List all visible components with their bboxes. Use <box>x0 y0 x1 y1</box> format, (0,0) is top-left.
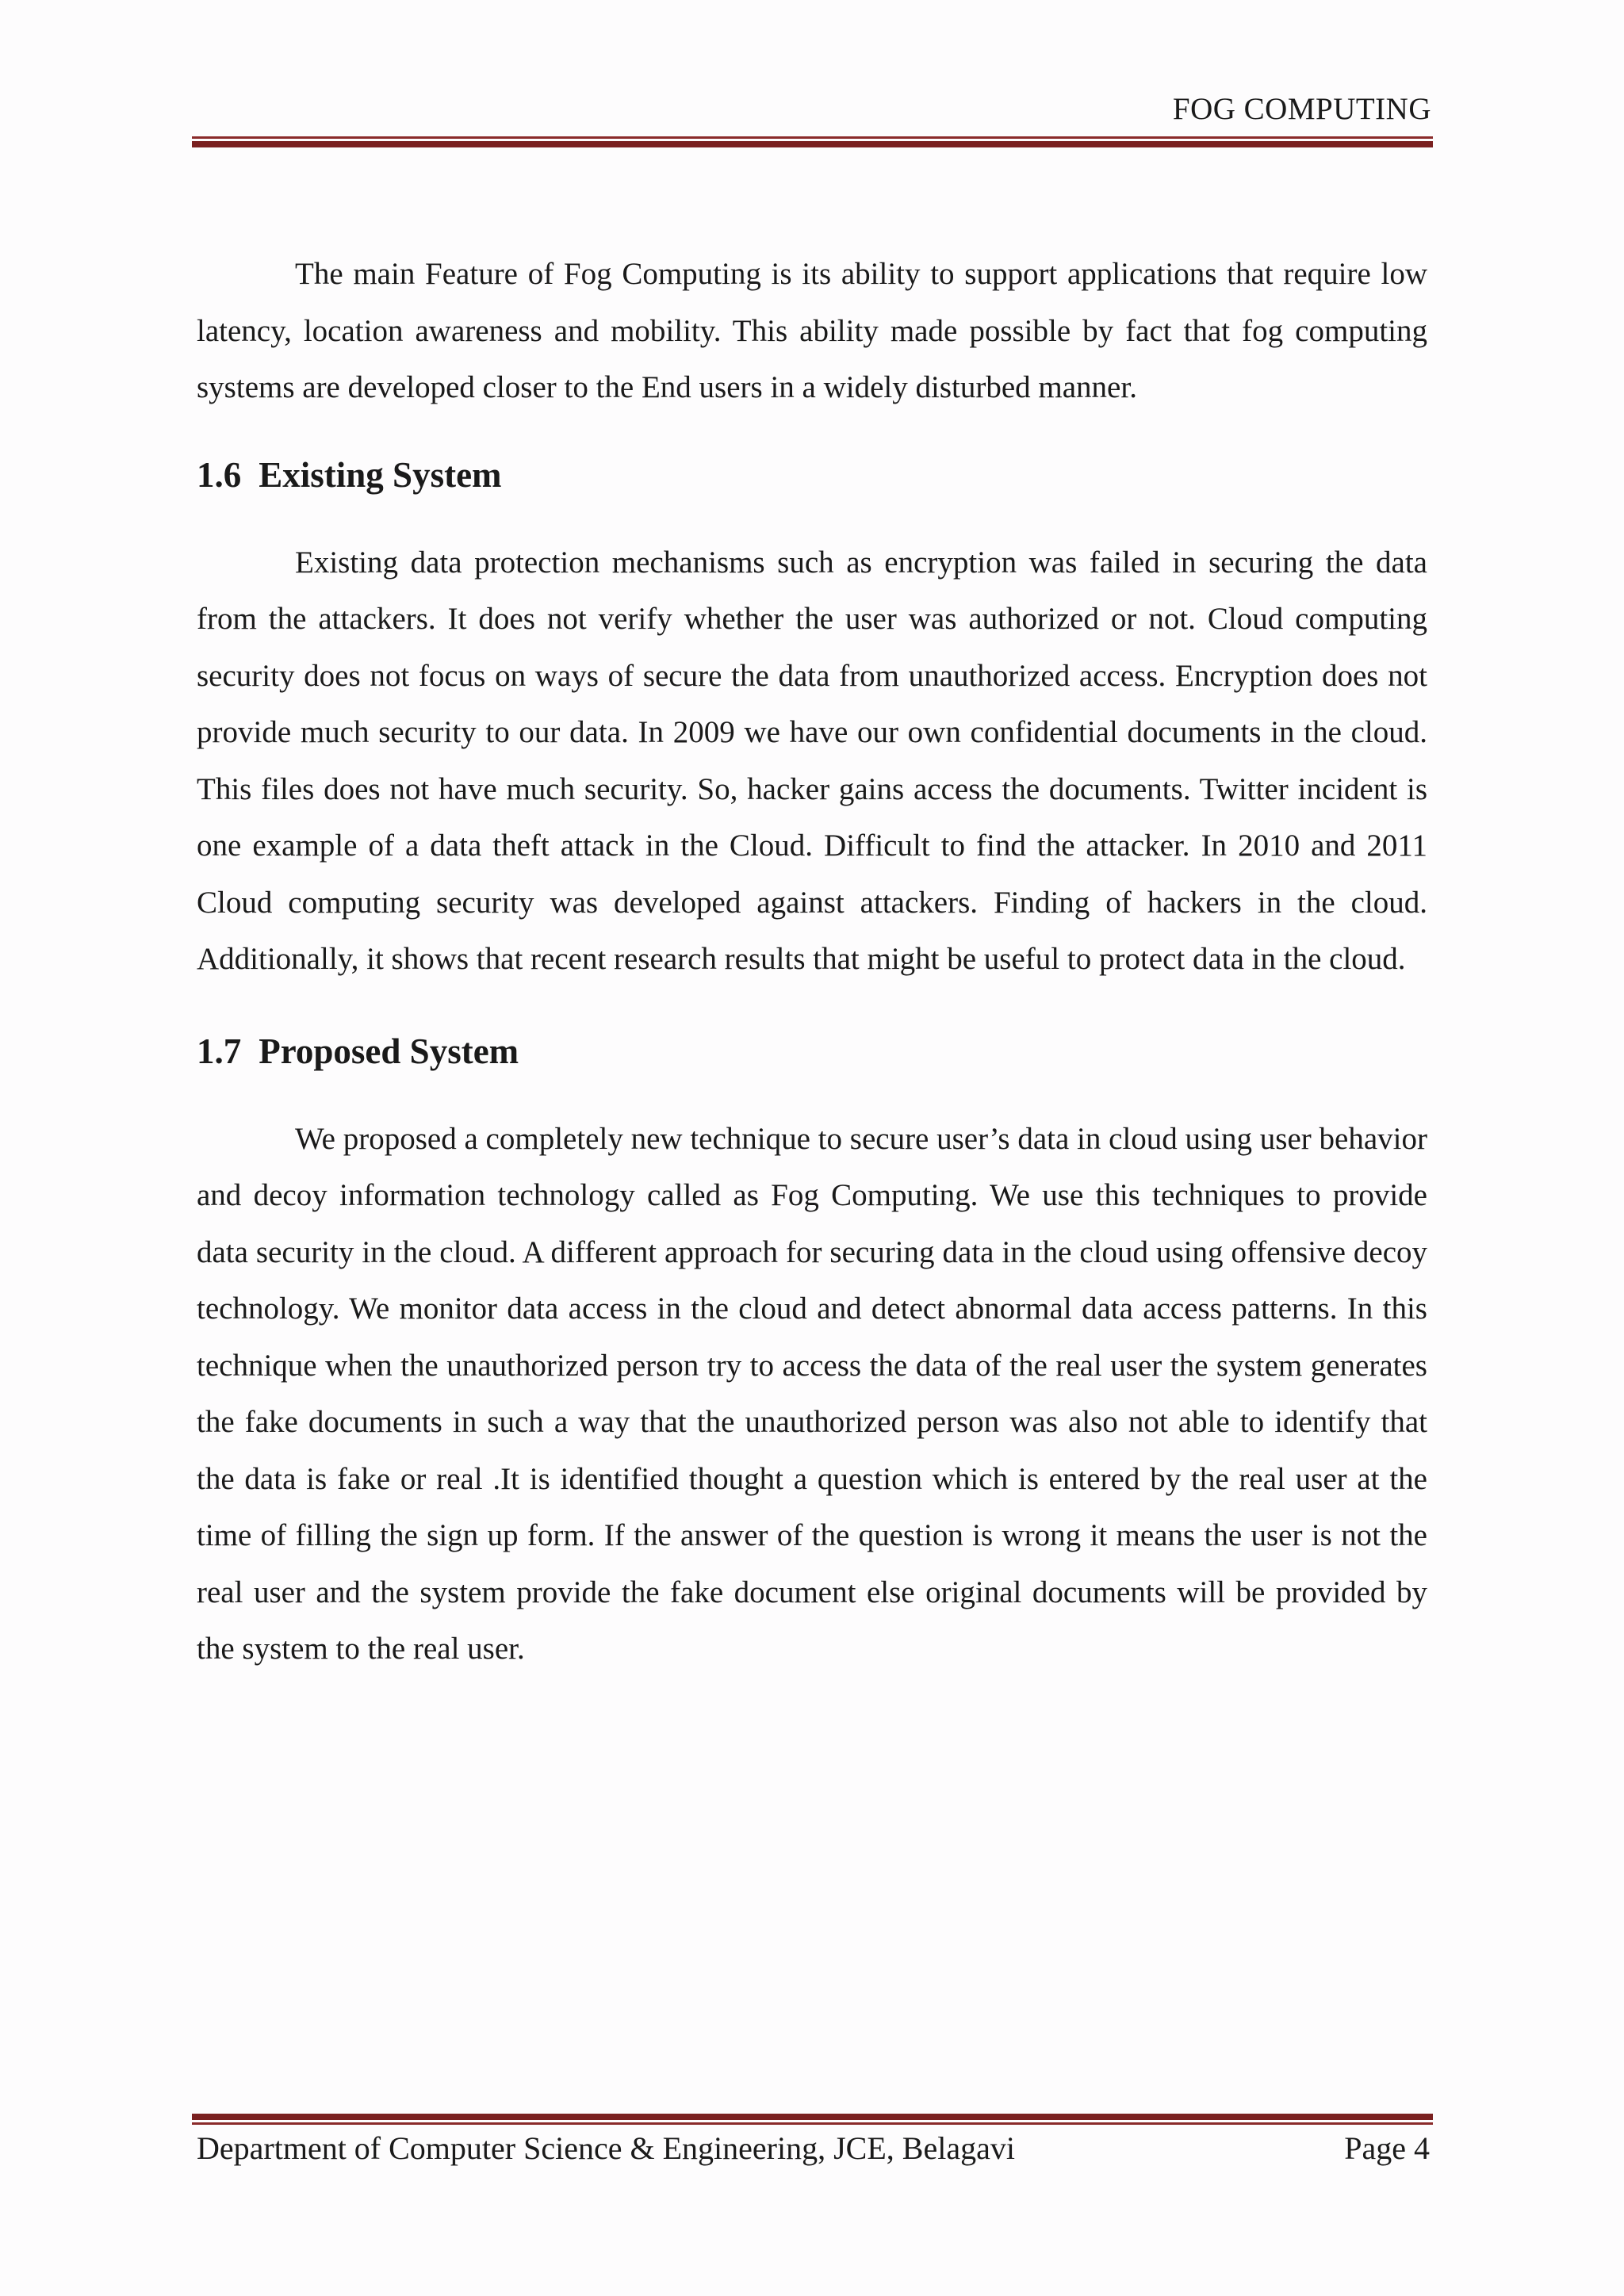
section-number: 1.7 <box>197 1031 242 1071</box>
running-header: FOG COMPUTING <box>1172 92 1431 126</box>
section-heading-existing-system <box>197 454 1427 495</box>
section-title: Existing System <box>259 454 502 495</box>
page-body <box>197 246 1427 1678</box>
page-number: Page 4 <box>1344 2130 1430 2166</box>
section-heading-proposed-system <box>197 1031 1427 1071</box>
existing-system-paragraph: Existing data protection mechanisms such as encryption was failed in securing the data from the attackers. It does not verify whether the user was authorized or not. Cloud computing security does not focus on ways of secure the data from unauthorized access. Encryption does not provide much security to our data. In 2009 we have our own confidential documents in the cloud. This files does not have much security. So, hacker gains access the documents. Twitter incident is one example of a data theft attack in the Cloud. Difficult to find the attacker. In 2010 and 2011 Cloud computing security was developed against attackers. Finding of hackers in the cloud. Additionally, it shows that recent research results that might be useful to protect data in the cloud. <box>197 545 1427 976</box>
section-title: Proposed System <box>259 1031 519 1071</box>
proposed-system-paragraph: We proposed a completely new technique to secure user’s data in cloud using user behavior and decoy information technology called as Fog Computing. We use this techniques to provide data security in the cloud. A different approach for securing data in the cloud using offensive decoy technology. We monitor data access in the cloud and detect abnormal data access patterns. In this technique when the unauthorized person try to access the data of the real user the system generates the fake documents in such a way that the unauthorized person was also not able to identify that the data is fake or real .It is identified thought a question which is entered by the real user at the time of filling the sign up form. If the answer of the question is wrong it means the user is not the real user and the system provide the fake document else original documents will be provided by the system to the real user. <box>197 1121 1427 1666</box>
footer-department: Department of Computer Science & Engineering, JCE, Belagavi <box>197 2130 1015 2166</box>
header-rule <box>192 136 1433 147</box>
section-number: 1.6 <box>197 454 242 495</box>
footer-rule <box>192 2114 1433 2125</box>
intro-paragraph: The main Feature of Fog Computing is its ability to support applications that require low latency, location awareness and mobility. This ability made possible by fact that fog computing systems are developed closer to the End users in a widely disturbed manner. <box>197 257 1427 404</box>
page-footer <box>197 2130 1430 2166</box>
